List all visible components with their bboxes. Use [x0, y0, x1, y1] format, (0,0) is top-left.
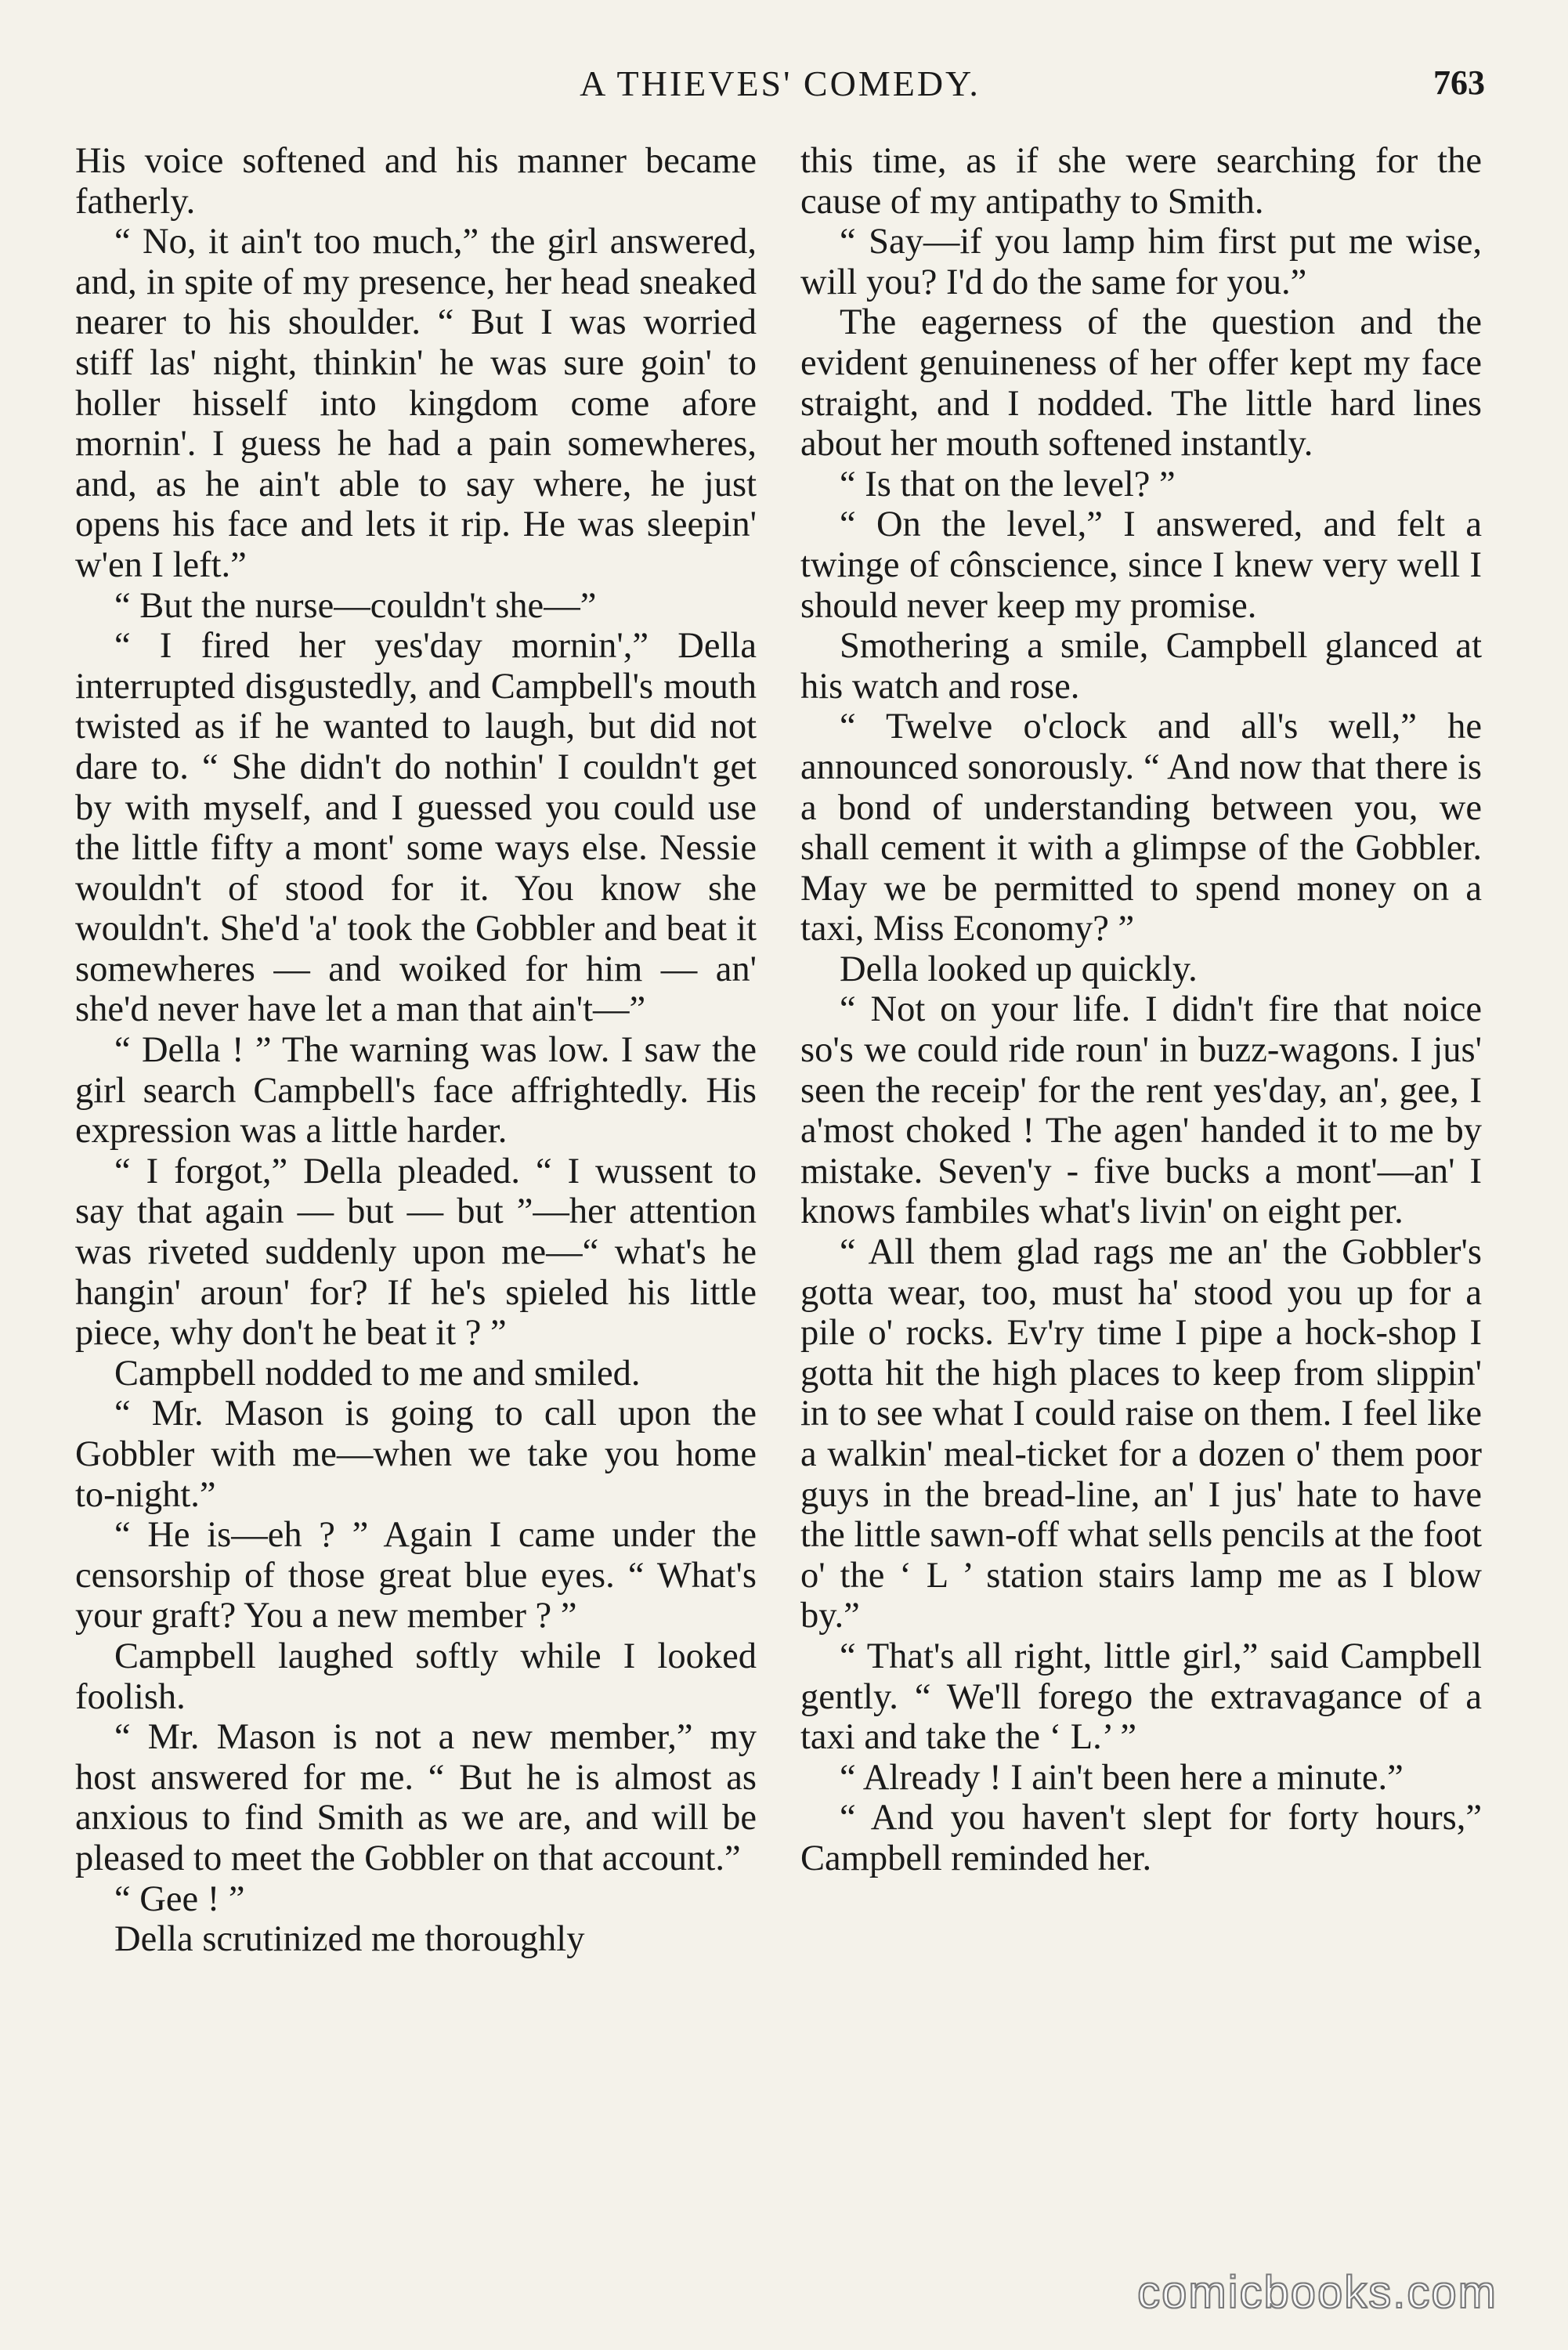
- paragraph: “ I forgot,” Della pleaded. “ I wussent to say that again — but — but ”—her attention was riveted suddenly upon me—“ what's he hangin' aroun' for? If he's spieled his little piece, why don't he beat it ? ”: [75, 1151, 757, 1354]
- paragraph: “ But the nurse—couldn't she—”: [114, 585, 597, 626]
- paragraph: “ Is that on the level? ”: [840, 464, 1176, 504]
- paragraph: “ All them glad rags me an' the Gobbler's gotta wear, too, must ha' stood you up for a pile o' rocks. Ev'ry time I pipe a hock-shop I gotta hit the high places to keep from slippin' in to see what I could raise on them. I feel like a walkin' meal-ticket for a dozen o' them poor guys in the bread-line, an' I jus' hate to have the little sawn-off what sells pencils at the foot o' the ‘ L ’ station stairs lamp me as I blow by.”: [800, 1232, 1482, 1636]
- paragraph: “ Della ! ” The warning was low. I saw the girl search Campbell's face affrightedly. His expression was a little harder.: [75, 1030, 757, 1152]
- paragraph: “ And you haven't slept for forty hours,” Campbell reminded her.: [800, 1798, 1482, 1878]
- paragraph: “ Not on your life. I didn't fire that noice so's we could ride roun' in buzz-wagons. I jus' seen the receip' for the rent yes'day, an', gee, I a'most choked ! The agen' handed it to me by mistake. Seven'y - five bucks a mont'—an' I knows fambiles what's livin' on eight per.: [800, 989, 1482, 1232]
- right-text-column: [800, 141, 1482, 1879]
- paragraph: “ Gee ! ”: [114, 1878, 245, 1919]
- paragraph: “ I fired her yes'day mornin',” Della interrupted disgustedly, and Campbell's mouth twisted as if he wanted to laugh, but did not dare to. “ She didn't do nothin' I couldn't get by with myself, and I guessed you could use the little fifty a mont' some ways else. Nessie wouldn't of stood for it. You know she wouldn't. She'd 'a' took the Gobbler and beat it somewheres — and woiked for him — an' she'd never have let a man that ain't—”: [75, 626, 757, 1030]
- page-header: [75, 63, 1485, 118]
- paragraph: “ That's all right, little girl,” said Campbell gently. “ We'll forego the extravagance of a taxi and take the ‘ L.’ ”: [800, 1636, 1482, 1758]
- paragraph: “ Mr. Mason is not a new member,” my host answered for me. “ But he is almost as anxious to find Smith as we are, and will be pleased to meet the Gobbler on that account.”: [75, 1717, 757, 1878]
- paragraph: “ On the level,” I answered, and felt a twinge of cônscience, since I knew very well I should never keep my promise.: [800, 504, 1482, 626]
- paragraph: “ Twelve o'clock and all's well,” he announced sonorously. “ And now that there is a bond of understanding between you, we shall cement it with a glimpse of the Gobbler. May we be permitted to spend money on a taxi, Miss Economy? ”: [800, 707, 1482, 949]
- paragraph: “ No, it ain't too much,” the girl answered, and, in spite of my presence, her head sneaked nearer to his shoulder. “ But I was worried stiff las' night, thinkin' he was sure goin' to holler hisself into kingdom come afore mornin'. I guess he had a pain somewheres, and, as he ain't able to say where, he just opens his face and lets it rip. He was sleepin' w'en I left.”: [75, 222, 757, 585]
- paragraph: this time, as if she were searching for the cause of my antipathy to Smith.: [800, 141, 1482, 222]
- paragraph: “ Already ! I ain't been here a minute.”: [840, 1757, 1404, 1798]
- paragraph: The eagerness of the question and the evident genuineness of her offer kept my face straight, and I nodded. The little hard lines about her mouth softened instantly.: [800, 302, 1482, 465]
- paragraph: Della looked up quickly.: [840, 949, 1198, 989]
- running-title: A THIEVES' COMEDY.: [580, 63, 981, 103]
- paragraph: Della scrutinized me thoroughly: [114, 1919, 585, 1960]
- paragraph: “ Say—if you lamp him first put me wise, will you? I'd do the same for you.”: [800, 222, 1482, 302]
- paragraph: Smothering a smile, Campbell glanced at his watch and rose.: [800, 626, 1482, 707]
- paragraph: His voice softened and his manner became fatherly.: [75, 141, 757, 222]
- paragraph: Campbell laughed softly while I looked foolish.: [75, 1636, 757, 1717]
- left-text-column: [75, 141, 757, 1960]
- page-number: 763: [1433, 63, 1485, 102]
- watermark-logo: comicbooks.com: [1137, 2267, 1498, 2318]
- paragraph: Campbell nodded to me and smiled.: [114, 1353, 641, 1394]
- paragraph: “ He is—eh ? ” Again I came under the censorship of those great blue eyes. “ What's your graft? You a new member ? ”: [75, 1515, 757, 1636]
- paragraph: “ Mr. Mason is going to call upon the Gobbler with me—when we take you home to-night.”: [75, 1394, 757, 1515]
